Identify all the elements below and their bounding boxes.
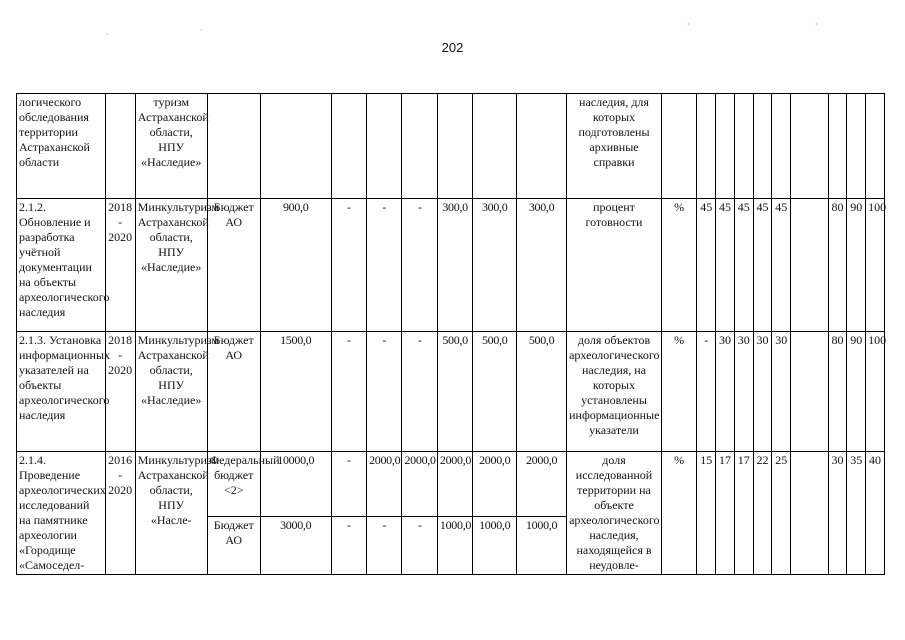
target-value: - [697,332,716,452]
indicator: процент готовности [567,199,662,332]
target-value: 17 [716,452,735,575]
funding-2017b: - [402,199,437,332]
funding-2017 [367,94,402,199]
page-number: 202 [441,40,464,55]
target-value [791,94,829,199]
years: 2018 - 2020 [105,199,135,332]
funding-total [260,94,331,199]
scan-speck: · [687,20,690,29]
scan-speck: · [106,30,109,39]
scan-speck: · [815,20,818,29]
target-value: 45 [772,199,791,332]
target-value: 17 [734,452,753,575]
table-row [17,332,885,452]
executor: Минкультуризм Астраханской области, НПУ «Наследие» [135,332,207,452]
target-value: 30 [734,332,753,452]
funding-2020: 2000,0 [517,452,567,517]
target-value: 30 [828,452,847,575]
target-value: 45 [697,199,716,332]
funding-2018: 500,0 [437,332,472,452]
funding-total: 10000,0 [260,452,331,517]
unit: % [661,332,696,452]
target-value: 80 [828,199,847,332]
funding-2019: 500,0 [473,332,517,452]
scan-speck: · [200,26,203,35]
indicator: наследия, для которых подготовлены архивные справки [567,94,662,199]
target-value [847,94,866,199]
measure-name: 2.1.2. Обновление и разработка учётной документации на объекты археологического наследия [17,199,106,332]
target-value [866,94,885,199]
funding-2020: 1000,0 [517,517,567,575]
funding-source: Бюджет АО [207,332,260,452]
funding-2020: 300,0 [517,199,567,332]
target-value: 35 [847,452,866,575]
funding-2018: 1000,0 [437,517,472,575]
target-value [716,94,735,199]
target-value [772,94,791,199]
funding-2019 [473,94,517,199]
years: 2018 - 2020 [105,332,135,452]
funding-2019: 2000,0 [473,452,517,517]
years: 2016 - 2020 [105,452,135,575]
target-value: 90 [847,332,866,452]
measure-name: 2.1.3. Установка информационных указателей на объекты археологического наследия [17,332,106,452]
target-value: 25 [772,452,791,575]
target-value: 30 [716,332,735,452]
funding-2018: 2000,0 [437,452,472,517]
funding-2017: 2000,0 [367,452,402,517]
funding-total: 1500,0 [260,332,331,452]
target-value: 30 [772,332,791,452]
funding-2017b [402,94,437,199]
target-value [791,199,829,332]
funding-2017b: 2000,0 [402,452,437,517]
target-value: 30 [753,332,772,452]
funding-2016 [331,94,366,199]
funding-2020 [517,94,567,199]
executor: Минкультуризм Астраханской области, НПУ «Наследие» [135,199,207,332]
funding-2019: 1000,0 [473,517,517,575]
target-value: 40 [866,452,885,575]
target-value: 80 [828,332,847,452]
target-value: 15 [697,452,716,575]
table-row [17,94,885,199]
target-value [753,94,772,199]
funding-2016: - [331,517,366,575]
funding-source [207,94,260,199]
measure-name: 2.1.4. Проведение археологических исследований на памятнике археологии «Городище «Самоседел- [17,452,106,575]
indicator: доля исследованной территории на объекте археологического наследия, находящейся в неудовле- [567,452,662,575]
measure-name: логического обследования территории Астраханской области [17,94,106,199]
indicator: доля объектов археологического наследия, на которых установлены информационные указатели [567,332,662,452]
table-row [17,199,885,332]
target-value: 22 [753,452,772,575]
program-table [16,93,885,575]
funding-source: Федеральный бюджет <2> [207,452,260,517]
funding-2016: - [331,332,366,452]
target-value: 100 [866,199,885,332]
target-value [791,452,829,575]
target-value: 45 [716,199,735,332]
target-value [697,94,716,199]
target-value: 45 [734,199,753,332]
funding-source: Бюджет АО [207,517,260,575]
target-value [791,332,829,452]
funding-2017: - [367,199,402,332]
target-value: 45 [753,199,772,332]
executor: туризм Астраханской области, НПУ «Наследие» [135,94,207,199]
funding-2019: 300,0 [473,199,517,332]
funding-source: Бюджет АО [207,199,260,332]
unit: % [661,452,696,575]
table-row [17,452,885,517]
funding-2016: - [331,452,366,517]
funding-2018: 300,0 [437,199,472,332]
target-value: 100 [866,332,885,452]
funding-total: 900,0 [260,199,331,332]
funding-2017b: - [402,332,437,452]
funding-2017b: - [402,517,437,575]
funding-2017: - [367,517,402,575]
target-value [734,94,753,199]
unit: % [661,199,696,332]
funding-2018 [437,94,472,199]
funding-2016: - [331,199,366,332]
unit [661,94,696,199]
target-value [828,94,847,199]
funding-total: 3000,0 [260,517,331,575]
funding-2017: - [367,332,402,452]
target-value: 90 [847,199,866,332]
executor: Минкультуризм Астраханской области, НПУ «Насле- [135,452,207,575]
years [105,94,135,199]
funding-2020: 500,0 [517,332,567,452]
